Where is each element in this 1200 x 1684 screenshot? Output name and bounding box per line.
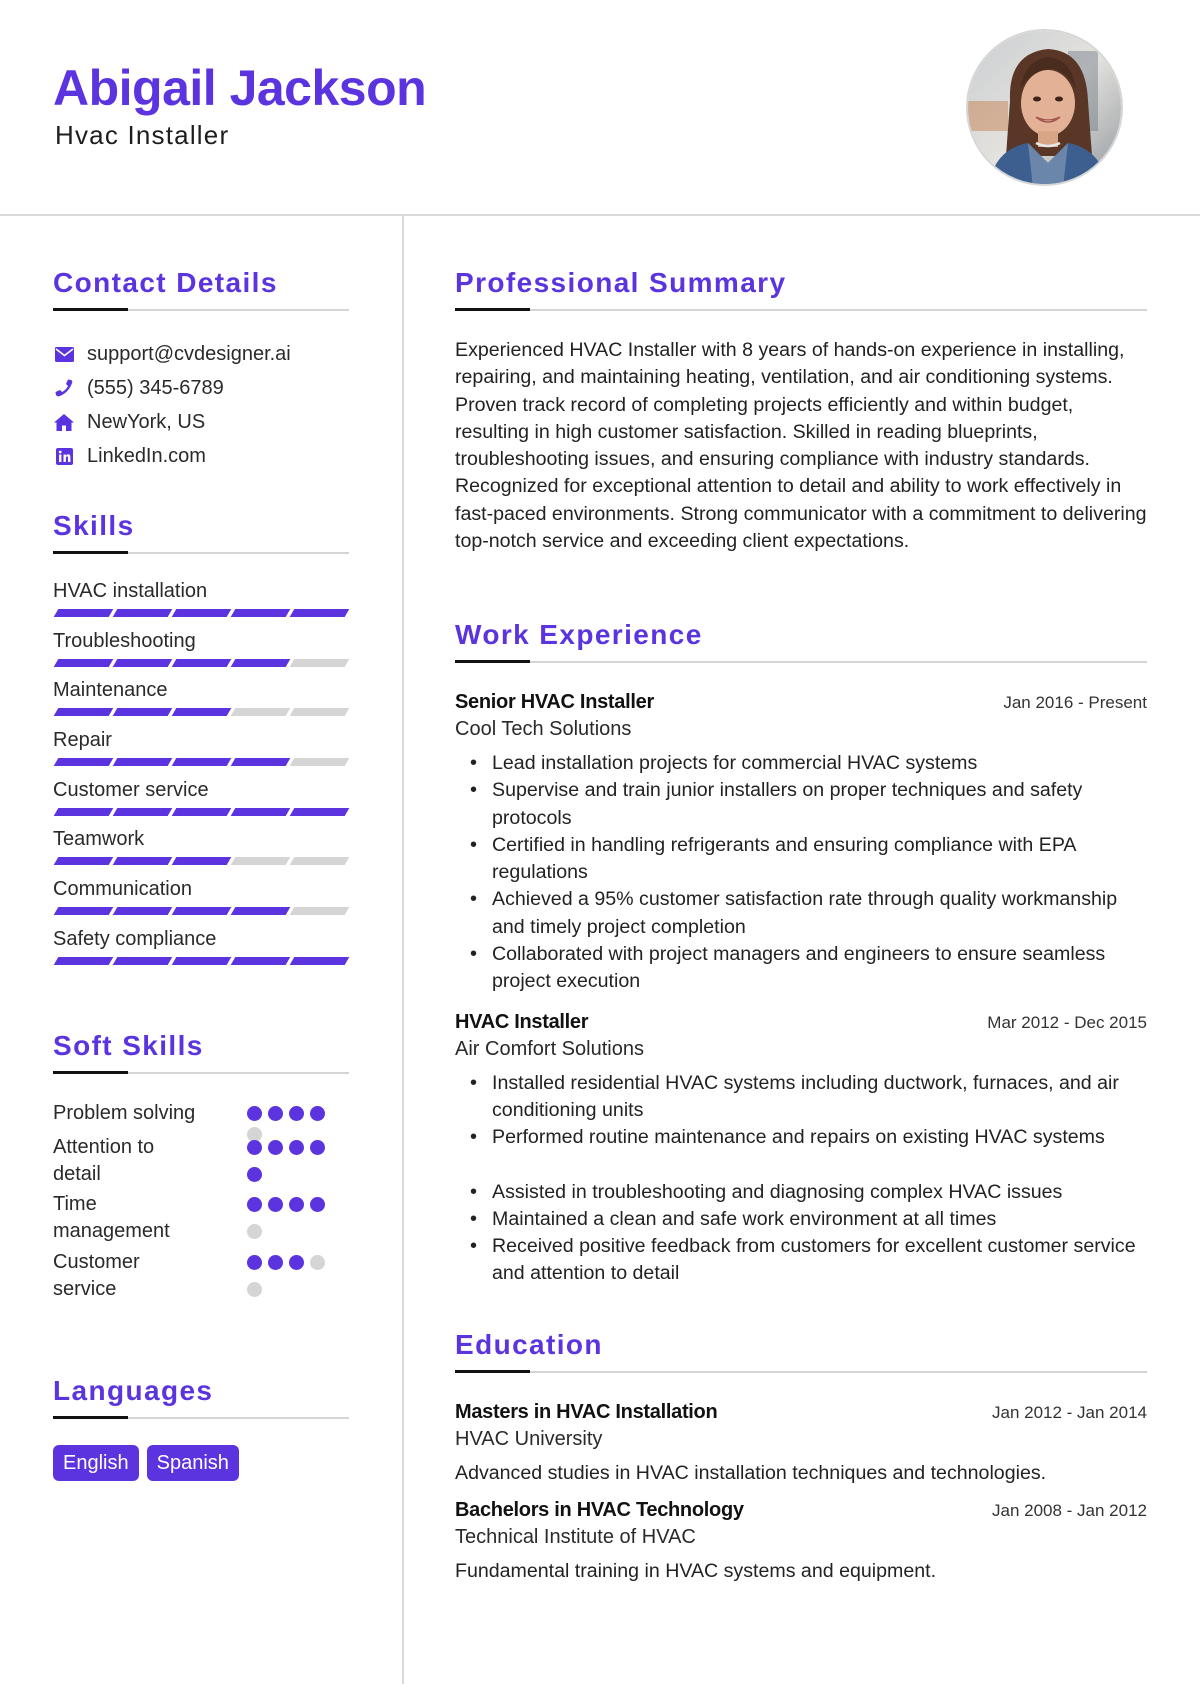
section-title: Work Experience [455, 619, 703, 650]
rating-dot [247, 1106, 262, 1121]
education-section [455, 1328, 1147, 1585]
job-bullets [455, 1070, 1147, 1288]
rating-dot [289, 1197, 304, 1212]
section-underline [53, 308, 349, 311]
degree: Bachelors in HVAC Technology [455, 1499, 744, 1521]
skill-label: HVAC installation [53, 580, 208, 602]
education-description: Advanced studies in HVAC installation techniques and technologies. [455, 1462, 1047, 1484]
skill-row [53, 826, 349, 876]
rating-segment [54, 708, 114, 716]
rating-segment [113, 957, 173, 965]
rating-segment [172, 609, 232, 617]
soft-skill-row [53, 1191, 337, 1245]
rating-segment [231, 659, 291, 667]
rating-segment [172, 957, 232, 965]
section-underline [455, 660, 1147, 663]
job-bullet: • Performed routine maintenance and repairs on existing HVAC systems [455, 1124, 1147, 1151]
rating-segment [231, 708, 291, 716]
contact-location-text: NewYork, US [87, 410, 206, 433]
education-entry [455, 1497, 1147, 1585]
skills-heading [53, 509, 349, 554]
header-divider [0, 214, 1200, 216]
section-underline [455, 1370, 1147, 1373]
rating-dot [289, 1106, 304, 1121]
rating-segment [290, 659, 350, 667]
rating-dot [310, 1106, 325, 1121]
job-role: Senior HVAC Installer [455, 691, 654, 713]
education-dates: Jan 2008 - Jan 2012 [991, 1501, 1147, 1520]
rating-segment [172, 758, 232, 766]
section-title: Soft Skills [53, 1030, 204, 1061]
skill-row [53, 628, 349, 678]
school: Technical Institute of HVAC [455, 1526, 696, 1548]
summary-heading [455, 266, 1147, 311]
skill-label: Communication [53, 878, 192, 901]
contact-section [53, 266, 349, 473]
job-bullet: • Lead installation projects for commercial HVAC systems [455, 750, 1147, 777]
soft-skill-label: Problem solving [53, 1102, 196, 1124]
rating-segment [54, 907, 114, 915]
languages-heading [53, 1374, 349, 1419]
skill-label: Safety compliance [53, 927, 217, 950]
contact-email[interactable] [53, 337, 349, 371]
skill-row [53, 876, 349, 926]
contact-location [53, 405, 349, 439]
rating-dot [310, 1255, 325, 1270]
summary-section [455, 266, 1147, 555]
rating-segment [54, 857, 114, 865]
experience-section [455, 618, 1147, 1288]
education-heading [455, 1328, 1147, 1373]
skill-label: Maintenance [53, 679, 168, 702]
rating-segment [290, 808, 350, 816]
rating-segment [54, 609, 114, 617]
skill-row [53, 677, 349, 727]
rating-segment [231, 907, 291, 915]
experience-heading [455, 618, 1147, 663]
degree: Masters in HVAC Installation [455, 1401, 718, 1423]
rating-dot [247, 1197, 262, 1212]
rating-segment [290, 907, 350, 915]
portrait-illustration-icon [968, 31, 1123, 186]
skill-rating-bar [53, 957, 349, 965]
section-title: Professional Summary [455, 267, 787, 298]
contact-linkedin[interactable] [53, 439, 349, 473]
rating-segment [172, 857, 232, 865]
skill-rating-bar [53, 808, 349, 816]
rating-dot [268, 1140, 283, 1155]
soft-skills-section [53, 1029, 349, 1300]
job-entry [455, 1009, 1147, 1288]
skill-label: Teamwork [53, 828, 145, 851]
skill-row [53, 926, 349, 976]
skill-rating-bar [53, 708, 349, 716]
rating-dot [268, 1197, 283, 1212]
rating-segment [290, 857, 350, 865]
rating-segment [113, 808, 173, 816]
rating-segment [172, 659, 232, 667]
section-underline [53, 551, 349, 554]
soft-skill-row [53, 1134, 337, 1188]
job-entry [455, 689, 1147, 996]
skill-rating-bar [53, 659, 349, 667]
rating-segment [172, 808, 232, 816]
candidate-title: Hvac Installer [55, 120, 230, 150]
language-list [53, 1445, 349, 1481]
school: HVAC University [455, 1428, 603, 1450]
skill-label: Customer service [53, 778, 209, 801]
rating-segment [231, 758, 291, 766]
rating-segment [113, 659, 173, 667]
rating-segment [172, 708, 232, 716]
contact-list [53, 337, 349, 473]
resume-header [0, 0, 1200, 215]
section-title: Education [455, 1329, 603, 1360]
soft-skill-row [53, 1249, 337, 1303]
column-divider [402, 215, 404, 1684]
job-bullet: • Certified in handling refrigerants and ensuring compliance with EPA regulations [455, 832, 1147, 887]
soft-skill-label: Attention to detail [53, 1136, 155, 1185]
rating-segment [290, 609, 350, 617]
job-bullet: • Achieved a 95% customer satisfaction rate through quality workmanship and timely project completion [455, 886, 1147, 941]
rating-segment [231, 609, 291, 617]
rating-dot [247, 1282, 262, 1297]
contact-email-text: support@cvdesigner.ai [87, 342, 291, 365]
soft-skill-label: Customer service [53, 1251, 140, 1300]
rating-segment [172, 907, 232, 915]
soft-skill-rating-dots [247, 1191, 337, 1245]
languages-section [53, 1374, 349, 1481]
rating-segment [113, 758, 173, 766]
job-company: Cool Tech Solutions [455, 718, 632, 740]
section-underline [53, 1416, 349, 1419]
job-role: HVAC Installer [455, 1010, 589, 1033]
soft-skills-heading [53, 1029, 349, 1074]
rating-segment [54, 808, 114, 816]
soft-skill-rating-dots [247, 1249, 337, 1303]
linkedin-icon [53, 445, 75, 467]
contact-phone-text: (555) 345-6789 [87, 376, 224, 399]
rating-dot [289, 1255, 304, 1270]
rating-dot [247, 1167, 262, 1182]
skill-label: Troubleshooting [53, 629, 196, 652]
rating-segment [113, 708, 173, 716]
profile-photo [966, 29, 1123, 186]
home-icon [53, 411, 75, 433]
skill-list [53, 578, 349, 976]
job-company: Air Comfort Solutions [455, 1037, 644, 1060]
job-bullet: • Installed residential HVAC systems including ductwork, furnaces, and air conditioning units [455, 1070, 1147, 1125]
skill-label: Repair [53, 729, 112, 752]
summary-text: Experienced HVAC Installer with 8 years of hands-on experience in installing, repairing, and maintaining heating, ventilation, and air conditioning systems. Proven track record of completing projects efficiently and within budget, resulting in high customer satisfaction. Skilled in reading blueprints, troubleshooting issues, and ensuring compliance with industry standards. Recognized for exceptional attention to detail and ability to work effectively in fast-paced environments. Strong communicator with a commitment to delivering top-notch service and exceeding client expectations. [455, 339, 1147, 553]
phone-icon [53, 377, 75, 399]
rating-segment [113, 907, 173, 915]
job-bullets [455, 750, 1147, 996]
education-description: Fundamental training in HVAC systems and equipment. [455, 1560, 937, 1582]
soft-skill-label: Time management [53, 1193, 170, 1242]
skill-row [53, 578, 349, 628]
soft-skill-rating-dots [247, 1134, 337, 1188]
language-badge: English [53, 1445, 139, 1481]
rating-dot [289, 1140, 304, 1155]
section-underline [53, 1071, 349, 1074]
skill-rating-bar [53, 758, 349, 766]
job-bullet: • Assisted in troubleshooting and diagnosing complex HVAC issues [455, 1179, 1147, 1206]
section-title: Contact Details [53, 267, 278, 298]
job-bullet: • Received positive feedback from customers for excellent customer service and attention to detail [455, 1233, 1147, 1288]
rating-segment [231, 808, 291, 816]
rating-dot [268, 1255, 283, 1270]
skill-rating-bar [53, 609, 349, 617]
job-bullet: • Supervise and train junior installers on proper techniques and safety protocols [455, 777, 1147, 832]
skill-row [53, 777, 349, 827]
rating-segment [54, 957, 114, 965]
skills-section [53, 509, 349, 976]
job-dates: Jan 2016 - Present [1003, 693, 1147, 712]
rating-segment [54, 758, 114, 766]
rating-dot [247, 1224, 262, 1239]
rating-segment [113, 609, 173, 617]
language-badge: Spanish [147, 1445, 239, 1481]
rating-dot [247, 1140, 262, 1155]
rating-segment [54, 659, 114, 667]
rating-dot [268, 1106, 283, 1121]
section-title: Skills [53, 510, 135, 541]
rating-segment [290, 957, 350, 965]
skill-row [53, 727, 349, 777]
contact-heading [53, 266, 349, 311]
rating-segment [113, 857, 173, 865]
skill-rating-bar [53, 857, 349, 865]
job-dates: Mar 2012 - Dec 2015 [987, 1012, 1147, 1032]
envelope-icon [53, 343, 75, 365]
section-title: Languages [53, 1375, 214, 1406]
education-entry [455, 1399, 1147, 1487]
contact-phone[interactable] [53, 371, 349, 405]
skill-rating-bar [53, 907, 349, 915]
rating-segment [290, 708, 350, 716]
rating-dot [310, 1140, 325, 1155]
rating-segment [231, 957, 291, 965]
education-dates: Jan 2012 - Jan 2014 [991, 1403, 1147, 1422]
rating-dot [310, 1197, 325, 1212]
rating-dot [247, 1255, 262, 1270]
section-underline [455, 308, 1147, 311]
rating-segment [290, 758, 350, 766]
contact-linkedin-text: LinkedIn.com [87, 444, 206, 467]
candidate-name: Abigail Jackson [53, 60, 427, 116]
job-bullet: • Collaborated with project managers and engineers to ensure seamless project execution [455, 941, 1147, 996]
rating-segment [231, 857, 291, 865]
job-bullet: • Maintained a clean and safe work environment at all times [455, 1206, 1147, 1233]
